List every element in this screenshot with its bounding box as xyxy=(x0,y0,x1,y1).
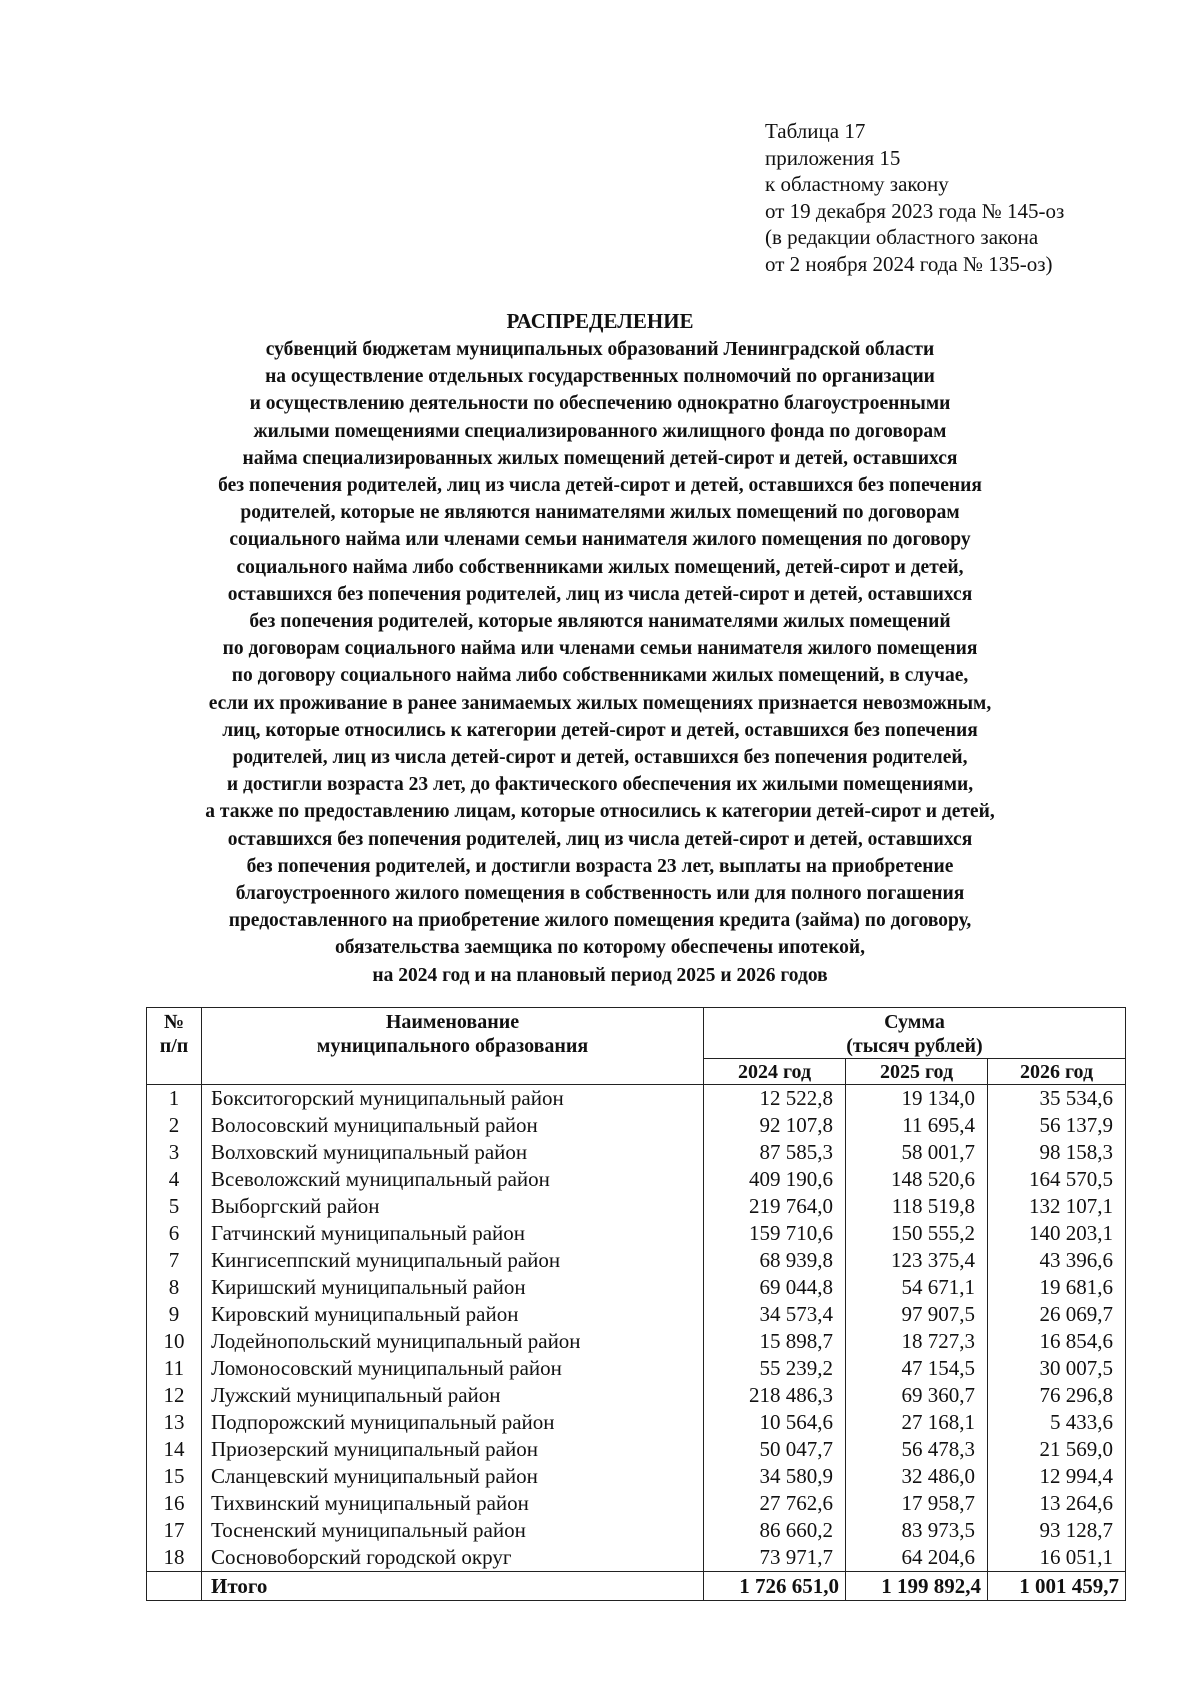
value-2026: 13 264,6 xyxy=(988,1490,1126,1517)
subtitle-line: без попечения родителей, и достигли возраста 23 лет, выплаты на приобретение xyxy=(246,855,954,877)
col-header-2026: 2026 год xyxy=(988,1059,1126,1085)
table-row xyxy=(147,1166,1126,1193)
col-header-name-line1: Наименование xyxy=(385,1011,520,1033)
value-2024: 159 710,6 xyxy=(704,1220,846,1247)
table-row xyxy=(147,1112,1126,1139)
municipality-name: Всеволожский муниципальный район xyxy=(202,1166,704,1193)
header-note-line: от 2 ноября 2024 года № 135-оз) xyxy=(765,251,1053,276)
municipality-name: Тосненский муниципальный район xyxy=(202,1517,704,1544)
table-row xyxy=(147,1274,1126,1301)
row-number: 7 xyxy=(147,1247,202,1274)
subtitle-line: на 2024 год и на плановый период 2025 и 2026 годов xyxy=(372,964,828,986)
row-number: 18 xyxy=(147,1544,202,1572)
municipality-name: Бокситогорский муниципальный район xyxy=(202,1085,704,1113)
table-row xyxy=(147,1409,1126,1436)
value-2025: 118 519,8 xyxy=(846,1193,988,1220)
value-2025: 97 907,5 xyxy=(846,1301,988,1328)
municipality-name: Приозерский муниципальный район xyxy=(202,1436,704,1463)
municipality-name: Кингисеппский муниципальный район xyxy=(202,1247,704,1274)
value-2025: 32 486,0 xyxy=(846,1463,988,1490)
col-header-name xyxy=(202,1008,704,1085)
table-row xyxy=(147,1085,1126,1113)
row-number: 13 xyxy=(147,1409,202,1436)
total-number-cell xyxy=(147,1572,202,1601)
subtitle-line: по договору социального найма либо собственниками жилых помещений, в случае, xyxy=(231,665,969,687)
row-number: 6 xyxy=(147,1220,202,1247)
subtitle-line: предоставленного на приобретение жилого помещения кредита (займа) по договору, xyxy=(228,910,972,932)
document-title: РАСПРЕДЕЛЕНИЕ xyxy=(506,309,694,333)
header-note-line: к областному закону xyxy=(765,172,949,196)
value-2025: 83 973,5 xyxy=(846,1517,988,1544)
subtitle-line: жилыми помещениями специализированного жилищного фонда по договорам xyxy=(253,420,947,442)
subtitle-line: обязательства заемщика по которому обеспечены ипотекой, xyxy=(334,937,866,959)
municipality-name: Волховский муниципальный район xyxy=(202,1139,704,1166)
value-2026: 5 433,6 xyxy=(988,1409,1126,1436)
table-row xyxy=(147,1301,1126,1328)
value-2024: 50 047,7 xyxy=(704,1436,846,1463)
row-number: 15 xyxy=(147,1463,202,1490)
subtitle-line: социального найма или членами семьи нанимателя жилого помещения по договору xyxy=(229,529,971,551)
value-2025: 148 520,6 xyxy=(846,1166,988,1193)
row-number: 2 xyxy=(147,1112,202,1139)
subtitle-line: по договорам социального найма или членами семьи нанимателя жилого помещения xyxy=(222,638,978,660)
table-body xyxy=(147,1085,1126,1572)
table-row xyxy=(147,1463,1126,1490)
row-number: 14 xyxy=(147,1436,202,1463)
table-row xyxy=(147,1436,1126,1463)
subtitle-line: благоустроенного жилого помещения в собственность или для полного погашения xyxy=(235,883,965,905)
table-row xyxy=(147,1193,1126,1220)
value-2024: 55 239,2 xyxy=(704,1355,846,1382)
header-note xyxy=(765,118,1064,277)
table-row xyxy=(147,1220,1126,1247)
value-2025: 17 958,7 xyxy=(846,1490,988,1517)
row-number: 5 xyxy=(147,1193,202,1220)
table-row xyxy=(147,1517,1126,1544)
table-row xyxy=(147,1544,1126,1572)
header-note-line: приложения 15 xyxy=(765,145,901,170)
row-number: 3 xyxy=(147,1139,202,1166)
value-2024: 27 762,6 xyxy=(704,1490,846,1517)
municipality-name: Сланцевский муниципальный район xyxy=(202,1463,704,1490)
value-2025: 27 168,1 xyxy=(846,1409,988,1436)
subtitle-line: родителей, которые не являются нанимателями жилых помещений по договорам xyxy=(240,502,960,524)
municipality-name: Волосовский муниципальный район xyxy=(202,1112,704,1139)
value-2024: 68 939,8 xyxy=(704,1247,846,1274)
subtitle-line: а также по предоставлению лицам, которые относились к категории детей-сирот и детей, xyxy=(205,801,995,823)
value-2026: 19 681,6 xyxy=(988,1274,1126,1301)
col-header-number-line1: № xyxy=(163,1011,185,1033)
subtitle-line: без попечения родителей, лиц из числа детей-сирот и детей, оставшихся без попечения xyxy=(218,475,982,497)
value-2026: 12 994,4 xyxy=(988,1463,1126,1490)
municipality-name: Гатчинский муниципальный район xyxy=(202,1220,704,1247)
value-2026: 21 569,0 xyxy=(988,1436,1126,1463)
municipality-name: Сосновоборский городской округ xyxy=(202,1544,704,1572)
row-number: 10 xyxy=(147,1328,202,1355)
value-2024: 12 522,8 xyxy=(704,1085,846,1113)
subtitle-line: на осуществление отдельных государственных полномочий по организации xyxy=(265,366,935,388)
row-number: 17 xyxy=(147,1517,202,1544)
value-2026: 76 296,8 xyxy=(988,1382,1126,1409)
value-2024: 34 580,9 xyxy=(704,1463,846,1490)
row-number: 4 xyxy=(147,1166,202,1193)
value-2024: 73 971,7 xyxy=(704,1544,846,1572)
value-2024: 87 585,3 xyxy=(704,1139,846,1166)
total-2024: 1 726 651,0 xyxy=(704,1572,846,1601)
table-header-row xyxy=(147,1008,1126,1059)
row-number: 9 xyxy=(147,1301,202,1328)
col-header-number-line2: п/п xyxy=(159,1035,189,1057)
header-note-line: от 19 декабря 2023 года № 145-оз xyxy=(765,198,1065,223)
value-2024: 86 660,2 xyxy=(704,1517,846,1544)
value-2026: 16 854,6 xyxy=(988,1328,1126,1355)
value-2025: 64 204,6 xyxy=(846,1544,988,1572)
table-row xyxy=(147,1139,1126,1166)
value-2025: 11 695,4 xyxy=(846,1112,988,1139)
total-label: Итого xyxy=(202,1572,704,1601)
value-2025: 123 375,4 xyxy=(846,1247,988,1274)
col-header-2024: 2024 год xyxy=(704,1059,846,1085)
value-2026: 132 107,1 xyxy=(988,1193,1126,1220)
value-2025: 47 154,5 xyxy=(846,1355,988,1382)
total-2026: 1 001 459,7 xyxy=(988,1572,1126,1601)
total-row xyxy=(147,1572,1126,1601)
subtitle-line: оставшихся без попечения родителей, лиц из числа детей-сирот и детей, оставшихся xyxy=(227,583,973,605)
value-2024: 409 190,6 xyxy=(704,1166,846,1193)
value-2025: 54 671,1 xyxy=(846,1274,988,1301)
value-2024: 34 573,4 xyxy=(704,1301,846,1328)
municipality-name: Ломоносовский муниципальный район xyxy=(202,1355,704,1382)
value-2026: 43 396,6 xyxy=(988,1247,1126,1274)
municipality-name: Подпорожский муниципальный район xyxy=(202,1409,704,1436)
col-header-2025: 2025 год xyxy=(846,1059,988,1085)
value-2024: 92 107,8 xyxy=(704,1112,846,1139)
municipality-name: Лодейнопольский муниципальный район xyxy=(202,1328,704,1355)
subtitle-line: найма специализированных жилых помещений детей-сирот и детей, оставшихся xyxy=(242,447,958,469)
row-number: 12 xyxy=(147,1382,202,1409)
subtitle-line: родителей, лиц из числа детей-сирот и детей, оставшихся без попечения родителей, xyxy=(232,747,968,769)
subtitle-line: и достигли возраста 23 лет, до фактического обеспечения их жилыми помещениями, xyxy=(226,774,974,796)
table-row xyxy=(147,1382,1126,1409)
col-header-sum-line1: Сумма xyxy=(884,1011,945,1033)
subtitle-line: субвенций бюджетам муниципальных образований Ленинградской области xyxy=(265,339,935,360)
col-header-sum xyxy=(704,1008,1126,1059)
table-row xyxy=(147,1490,1126,1517)
subtitle-line: лиц, которые относились к категории детей-сирот и детей, оставшихся без попечения xyxy=(222,719,978,741)
col-header-name-line2: муниципального образования xyxy=(316,1035,589,1057)
subtitle-line: без попечения родителей, которые являются нанимателями жилых помещений xyxy=(249,611,951,633)
value-2026: 98 158,3 xyxy=(988,1139,1126,1166)
value-2026: 26 069,7 xyxy=(988,1301,1126,1328)
row-number: 11 xyxy=(147,1355,202,1382)
value-2024: 69 044,8 xyxy=(704,1274,846,1301)
row-number: 8 xyxy=(147,1274,202,1301)
subtitle-line: оставшихся без попечения родителей, лиц из числа детей-сирот и детей, оставшихся xyxy=(227,828,973,850)
subtitle-line: социального найма либо собственниками жилых помещений, детей-сирот и детей, xyxy=(236,556,964,578)
value-2024: 219 764,0 xyxy=(704,1193,846,1220)
table-row xyxy=(147,1247,1126,1274)
value-2026: 35 534,6 xyxy=(988,1085,1126,1113)
value-2025: 56 478,3 xyxy=(846,1436,988,1463)
municipality-name: Киришский муниципальный район xyxy=(202,1274,704,1301)
col-header-sum-line2: (тысяч рублей) xyxy=(846,1035,983,1057)
value-2026: 56 137,9 xyxy=(988,1112,1126,1139)
value-2026: 16 051,1 xyxy=(988,1544,1126,1572)
row-number: 1 xyxy=(147,1085,202,1113)
row-number: 16 xyxy=(147,1490,202,1517)
col-header-number xyxy=(147,1008,202,1085)
value-2025: 58 001,7 xyxy=(846,1139,988,1166)
value-2025: 18 727,3 xyxy=(846,1328,988,1355)
value-2025: 150 555,2 xyxy=(846,1220,988,1247)
value-2026: 93 128,7 xyxy=(988,1517,1126,1544)
header-note-line: Таблица 17 xyxy=(765,119,866,143)
subtitle-line: и осуществлению деятельности по обеспечению однократно благоустроенными xyxy=(249,393,951,415)
value-2025: 19 134,0 xyxy=(846,1085,988,1113)
table-row xyxy=(147,1355,1126,1382)
value-2025: 69 360,7 xyxy=(846,1382,988,1409)
table-row xyxy=(147,1328,1126,1355)
municipality-name: Тихвинский муниципальный район xyxy=(202,1490,704,1517)
value-2026: 164 570,5 xyxy=(988,1166,1126,1193)
header-note-line: (в редакции областного закона xyxy=(765,225,1039,249)
distribution-table xyxy=(146,1007,1126,1601)
municipality-name: Выборгский район xyxy=(202,1193,704,1220)
total-2025: 1 199 892,4 xyxy=(846,1572,988,1601)
value-2024: 10 564,6 xyxy=(704,1409,846,1436)
value-2026: 140 203,1 xyxy=(988,1220,1126,1247)
document-subtitle xyxy=(150,336,1050,989)
municipality-name: Кировский муниципальный район xyxy=(202,1301,704,1328)
subtitle-line: если их проживание в ранее занимаемых жилых помещениях признается невозможным, xyxy=(208,692,992,714)
value-2024: 15 898,7 xyxy=(704,1328,846,1355)
value-2024: 218 486,3 xyxy=(704,1382,846,1409)
municipality-name: Лужский муниципальный район xyxy=(202,1382,704,1409)
value-2026: 30 007,5 xyxy=(988,1355,1126,1382)
